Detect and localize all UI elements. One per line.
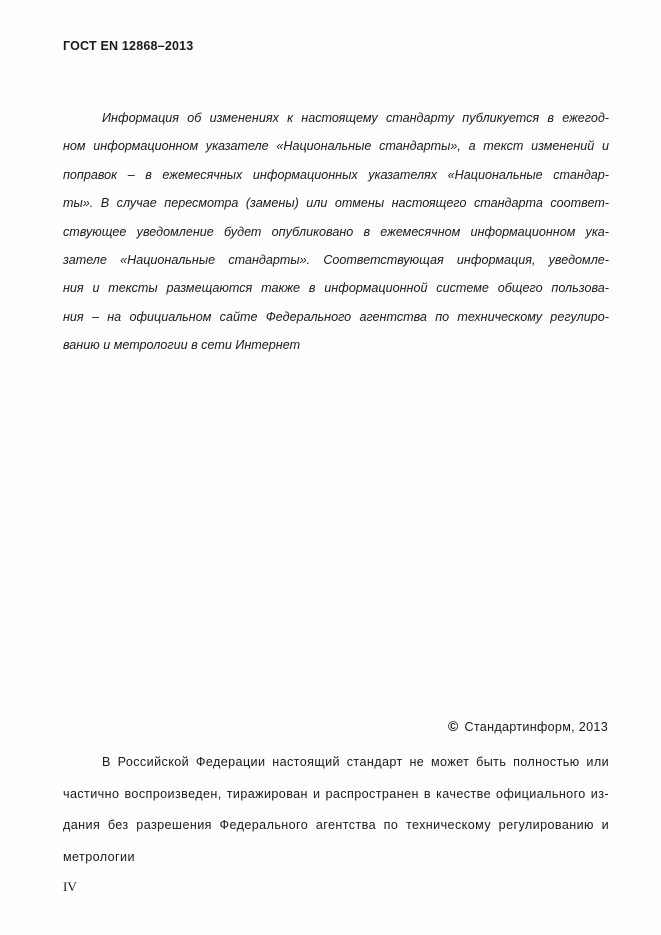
- notice-line: ном информационном указателе «Национальные стандарты», а текст изменений и: [63, 139, 609, 154]
- notice-line: ты». В случае пересмотра (замены) или отмены настоящего стандарта соответ-: [63, 196, 609, 211]
- rights-line: частично воспроизведен, тиражирован и распространен в качестве официального из-: [63, 786, 609, 801]
- rights-line: В Российской Федерации настоящий стандарт не может быть полностью или: [102, 755, 609, 769]
- rights-line: метрологии: [63, 849, 135, 864]
- page-number: IV: [63, 879, 77, 894]
- notice-line: ния и тексты размещаются также в информационной системе общего пользова-: [63, 281, 609, 296]
- amendments-notice: [63, 104, 609, 360]
- copyright-notice: [448, 718, 608, 734]
- reproduction-rights: [63, 747, 609, 873]
- notice-line: ния – на официальном сайте Федерального агентства по техническому регулиро-: [63, 309, 609, 324]
- notice-line: Информация об изменениях к настоящему стандарту публикуется в ежегод-: [102, 111, 609, 125]
- notice-line: поправок – в ежемесячных информационных указателях «Национальные стандар-: [63, 167, 609, 182]
- notice-line: зателе «Национальные стандарты». Соответствующая информация, уведомле-: [63, 253, 609, 268]
- document-header: [63, 39, 193, 53]
- notice-line: ствующее уведомление будет опубликовано в ежемесячном информационном ука-: [63, 224, 609, 239]
- document-code: ГОСТ EN 12868–2013: [63, 39, 194, 53]
- notice-line: ванию и метрологии в сети Интернет: [63, 338, 301, 353]
- copyright-icon: ©: [448, 718, 459, 734]
- copyright-text: Стандартинформ, 2013: [464, 720, 608, 734]
- rights-line: дания без разрешения Федерального агентства по техническому регулированию и: [63, 818, 609, 832]
